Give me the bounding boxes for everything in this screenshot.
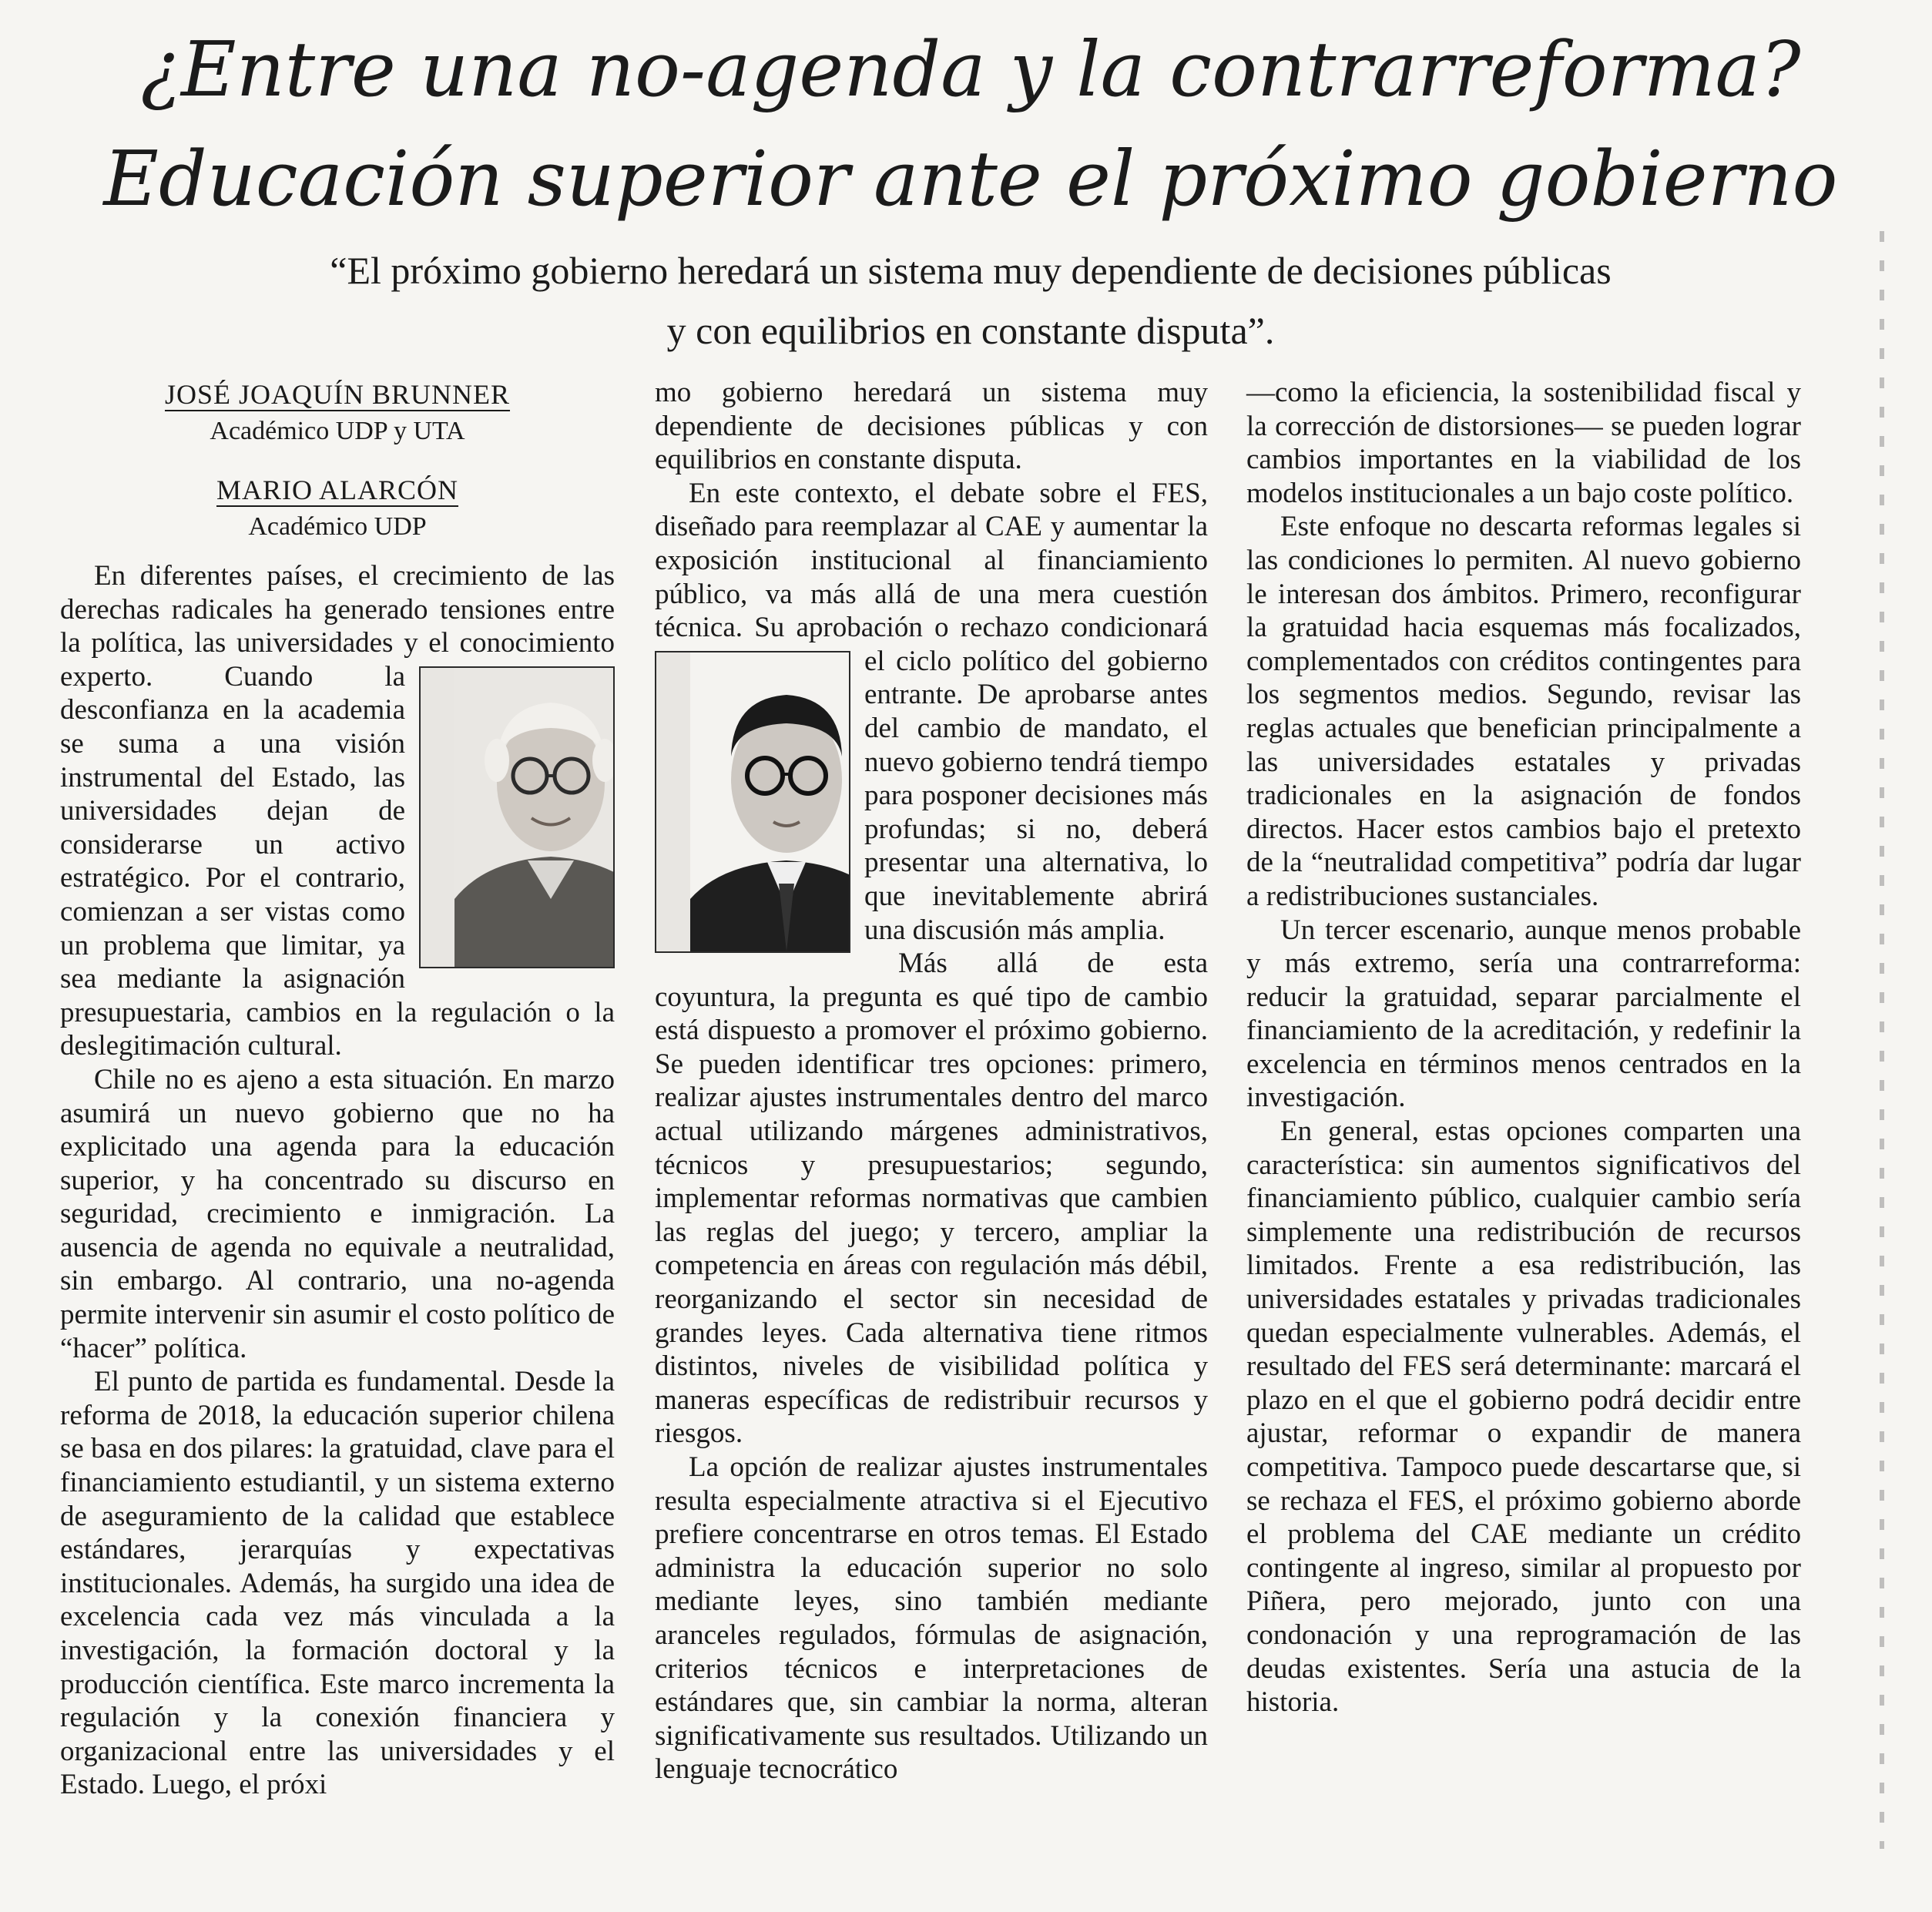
paragraph: La opción de realizar ajustes instrumentales resulta especialmente atractiva si el Ejecutivo prefiere concentrarse en otros temas. El Estado administra la educación superior no solo mediante leyes, sino también mediante aranceles regulados, fórmulas de asignación, criterios técnicos e interpretaciones de estándares que, sin cambiar la norma, alteran significativamente sus resultados. Utilizando un lenguaje tecnocrático	[655, 1451, 1208, 1786]
pull-quote-line-1: “El próximo gobierno heredará un sistema muy dependiente de decisiones públicas	[330, 249, 1612, 292]
pull-quote-line-2: y con equilibrios en constante disputa”.	[666, 309, 1275, 352]
author-affiliation-2: Académico UDP	[248, 512, 427, 541]
paragraph	[655, 477, 1208, 947]
paragraph-text: En este contexto, el debate sobre el FES, diseñado para reemplazar al CAE y aumentar la exposición institucional al financiamiento público, va más allá de una mera cuestión técnica. Su aprobación o rechazo condicionará el ciclo político del gobierno	[655, 477, 1208, 677]
paragraph: Este enfoque no descarta reformas legales si las condiciones lo permiten. Al nuevo gobierno le interesan dos ámbitos. Primero, reconfigurar la gratuidad hacia esquemas más focalizados, complementados con créditos contingentes para los segmentos medios. Segundo, revisar las reglas actuales que benefician principalmente a las universidades estatales y privadas tradicionales en la asignación de fondos directos. Hacer estos cambios bajo el pretexto de la “neutralidad competitiva” podría dar lugar a redistribuciones sustanciales.	[1246, 511, 1801, 912]
paragraph-text: entrante. De aprobarse antes del cambio de mandato, el nuevo gobierno tendrá tiempo para posponer decisiones más profundas; si no, deberá presentar una alternativa, lo que inevitablemente abrirá una discusión más amplia.	[864, 679, 1208, 946]
headline	[54, 15, 1887, 234]
paragraph	[60, 559, 615, 1063]
portrait-elderly-man-icon	[454, 668, 615, 967]
adjacent-page-edge	[1880, 231, 1884, 1849]
headline-line-1: ¿Entre una no-agenda y la contrarreforma?	[140, 26, 1801, 114]
author-photo-brunner	[419, 666, 615, 968]
author-name-1: JOSÉ JOAQUÍN BRUNNER	[164, 379, 511, 410]
paragraph: Más allá de esta coyuntura, la pregunta es qué tipo de cambio está dispuesto a promover el próximo gobierno. Se pueden identificar tres opciones: primero, realizar ajustes instrumentales dentro del marco actual utilizando márgenes administrativos, técnicos y presupuestarios; segundo, implementar reformas normativas que cambien las reglas del juego; y tercero, ampliar la competencia en áreas con regulación más débil, reorganizando el sector sin necesidad de grandes leyes. Cada alternativa tiene ritmos distintos, niveles de visibilidad política y maneras específicas de redistribuir recursos y riesgos.	[655, 948, 1208, 1450]
paragraph: Chile no es ajeno a esta situación. En marzo asumirá un nuevo gobierno que no ha explicitado una agenda para la educación superior, y ha concentrado su discurso en seguridad, crecimiento e inmigración. La ausencia de agenda no equivale a neutralidad, sin embargo. Al contrario, una no-agenda permite intervenir sin asumir el costo político de “hacer” política.	[60, 1063, 615, 1364]
author-photo-alarcon	[655, 651, 850, 953]
column-1	[60, 376, 615, 1870]
paragraph: En general, estas opciones comparten una característica: sin aumentos significativos del financiamiento público, cualquier cambio sería simplemente una redistribución de recursos limitados. Frente a esa redistribución, las universidades estatales y privadas tradicionales quedan especialmente vulnerables. Además, el resultado del FES será determinante: marcará el plazo en el que el gobierno podrá decidir entre ajustar, reformar o expandir de manera competitiva. Tampoco puede descartarse que, si se rechaza el FES, el próximo gobierno aborde el problema del CAE mediante un crédito contingente al ingreso, similar al propuesto por Piñera, pero mejorado, junto con una condonación y una reprogramación de las deudas existentes. Sería una astucia de la historia.	[1246, 1115, 1801, 1719]
paragraph-text: En diferentes países, el crecimiento de las derechas radicales ha generado tensiones entre la política, las universidades y el conocimiento experto.	[60, 560, 615, 693]
paragraph: —como la eficiencia, la sostenibilidad fiscal y la corrección de distorsiones— se pueden lograr cambios importantes en la viabilidad de los modelos institucionales a un bajo coste político.	[1246, 377, 1801, 509]
pull-quote	[116, 240, 1826, 361]
author-affiliation-1: Académico UDP y UTA	[210, 417, 465, 445]
headline-line-2: Educación superior ante el próximo gobierno	[103, 136, 1838, 223]
paragraph: mo gobierno heredará un sistema muy dependiente de decisiones públicas y con equilibrios en constante disputa.	[655, 377, 1208, 476]
paragraph: Un tercer escenario, aunque menos probable y más extremo, sería una contrarreforma: reducir la gratuidad, separar parcialmente el financiamiento de la acreditación, y redefinir la excelencia en términos menos centrados en la investigación.	[1246, 914, 1801, 1114]
column-3	[1246, 376, 1801, 1870]
column-2	[655, 376, 1208, 1870]
paragraph: El punto de partida es fundamental. Desde la reforma de 2018, la educación superior chilena se basa en dos pilares: la gratuidad, clave para el financiamiento estudiantil, y un sistema externo de aseguramiento de la calidad que establece estándares, jerarquías y expectativas institucionales. Además, ha surgido una idea de excelencia cada vez más vinculada a la investigación, la formación doctoral y la producción científica. Este marco incrementa la regulación y la conexión financiera y organizacional entre las universidades y el Estado. Luego, el próxi	[60, 1366, 615, 1801]
paragraph-text: Cuando la desconfianza en la academia se suma a una visión instrumental del Estado, las universidades dejan de considerarse un activo estratégico. Por el contrario, comienzan a ser vistas como un problema que limitar, ya sea mediante la asignación presupuestaria, cambios en la regulación o la deslegitimación cultural.	[60, 660, 615, 1062]
author-name-2: MARIO ALARCÓN	[216, 475, 459, 505]
byline	[60, 376, 615, 545]
portrait-man-glasses-icon	[690, 652, 850, 951]
